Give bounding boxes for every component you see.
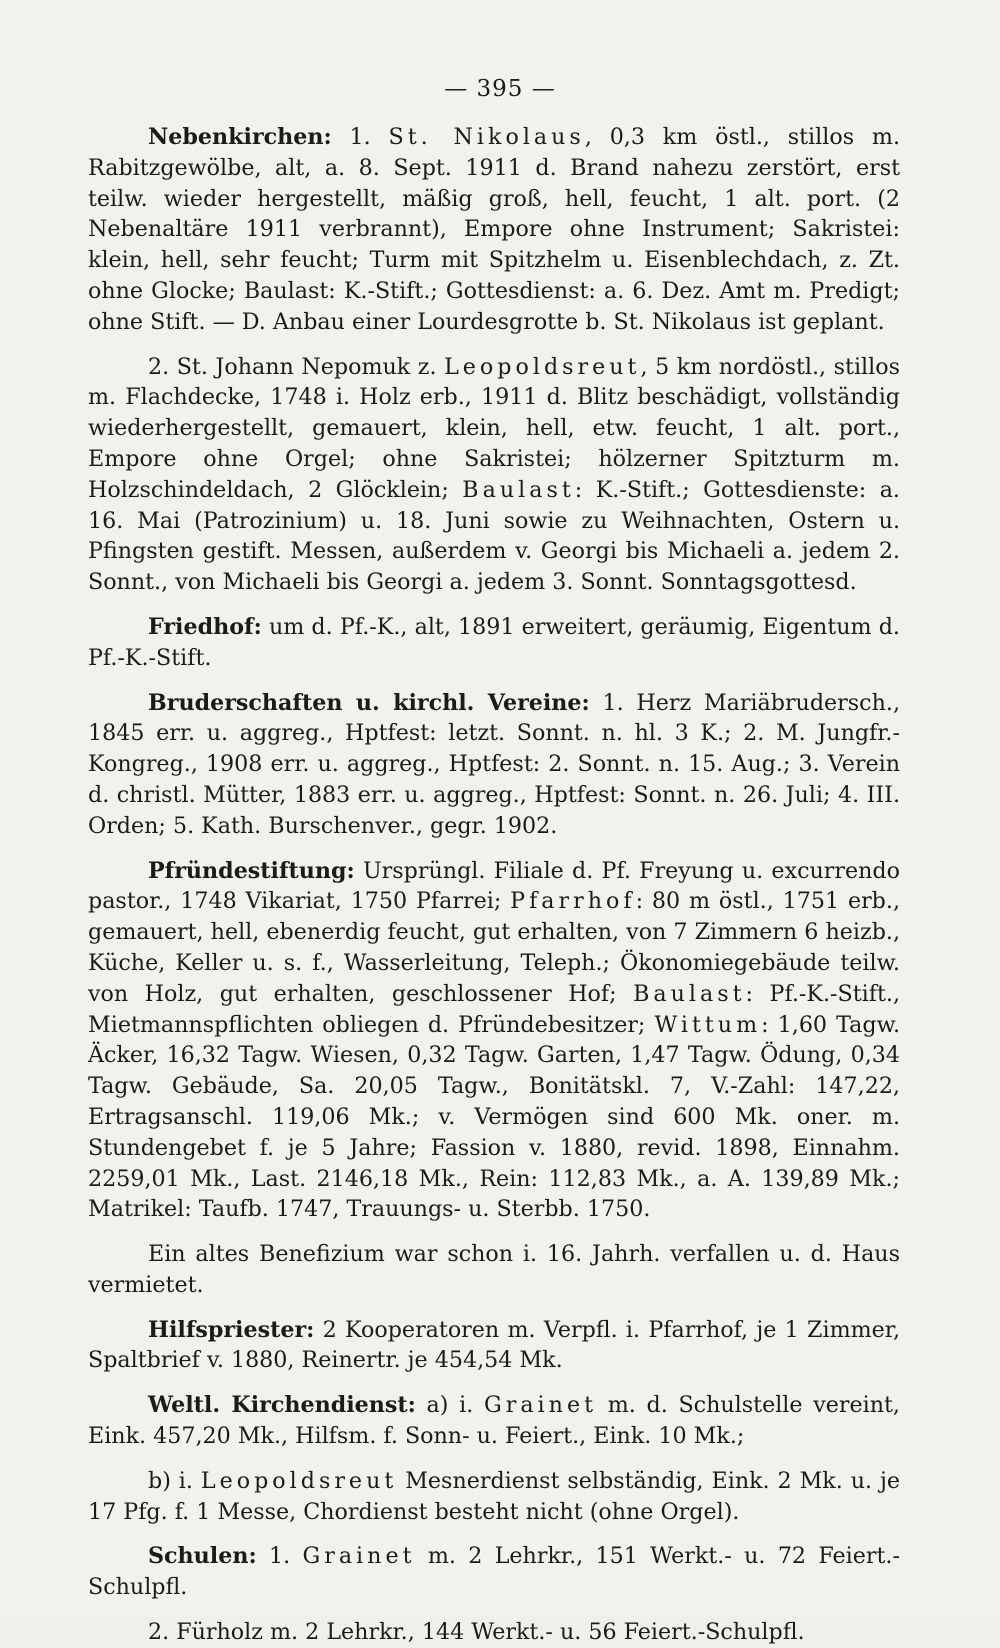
spaced-term: Leopoldsreut (200, 1467, 398, 1494)
text-run: a) i. (415, 1392, 484, 1419)
text-run: m. d. Schulstelle vereint, Eink. 457,20 Mk., Hilfsm. f. Sonn- u. Feiert., Eink. 10 Mk.; (88, 1392, 900, 1450)
spaced-term: Pfarrhof (510, 888, 636, 915)
spaced-term: Baulast (462, 476, 575, 503)
section-heading: Hilfspriester: (148, 1316, 315, 1343)
spaced-term: Grainet (484, 1392, 597, 1419)
paragraph-benefizium (88, 1239, 900, 1301)
section-heading: Nebenkirchen: (148, 124, 332, 150)
text-run: m. 2 Lehrkr., 151 Werkt.- u. 72 Feiert.-Schulpfl. (88, 1543, 900, 1601)
spaced-term: St. Nikolaus (388, 124, 585, 150)
text-run: Ein altes Benefizium war schon i. 16. Jahrh. verfallen u. d. Haus vermietet. (88, 1241, 900, 1298)
page-number: — 395 — (444, 76, 556, 102)
text-run: 1. (256, 1543, 303, 1570)
text-run: , 5 km nordöstl., stillos m. Flachdecke, 1748 i. Holz erb., 1911 d. Blitz beschädigt, vollständig wiederhergestellt, gemauert, klein, hell, etw. feucht, 1 alt. port., Empore ohne Orgel; ohne Sakristei; hölzerner Spitzturm m. Holzschindeldach, 2 Glöcklein; (88, 353, 900, 503)
paragraph-nebenkirchen (88, 122, 900, 338)
paragraph-bruderschaften (88, 688, 900, 842)
section-heading: Pfründestiftung: (148, 857, 355, 884)
text-run: b) i. (148, 1467, 201, 1494)
text-run: , 0,3 km östl., stillos m. Rabitzgewölbe, alt, a. 8. Sept. 1911 d. Brand nahezu zerstört, erst teilw. wieder hergestellt, mäßig groß, hell, feucht, 1 alt. port. (2 Nebenaltäre 1911 verbrannt), Empore ohne Instrument; Sakristei: klein, hell, sehr feucht; Turm mit Spitzhelm u. Eisenblechdach, z. Zt. ohne Glocke; Baulast: K.-Stift.; Gottesdienst: a. 6. Dez. Amt m. Predigt; ohne Stift. — D. Anbau einer Lourdesgrotte b. St. Nikolaus ist geplant. (88, 124, 900, 335)
paragraph-kirchendienst-a (88, 1390, 900, 1452)
text-run: : 80 m östl., 1751 erb., gemauert, hell, ebenerdig feucht, gut erhalten, von 7 Zimmern 6 heizb., Küche, Keller u. s. f., Wasserleitung, Teleph.; Ökonomiegebäude teilw. von Holz, gut erhalten, geschlossener Hof; (88, 888, 900, 1007)
section-heading: Weltl. Kirchendienst: (148, 1392, 416, 1419)
body-text (88, 122, 900, 1648)
section-heading: Friedhof: (148, 613, 262, 640)
paragraph-kirchendienst-b (88, 1466, 900, 1528)
paragraph-hilfspriester (88, 1315, 900, 1377)
text-run: 2. Fürholz m. 2 Lehrkr., 144 Werkt.- u. 56 Feiert.-Schulpfl. (148, 1619, 805, 1646)
paragraph-friedhof (88, 612, 900, 674)
paragraph-leopoldsreut (88, 352, 900, 598)
text-run: 1. Herz Mariäbrudersch., 1845 err. u. aggreg., Hptfest: letzt. Sonnt. n. hl. 3 K.; 2. M. Jungfr.-Kongreg., 1908 err. u. aggreg., Hptfest: 2. Sonnt. n. 15. Aug.; 3. Verein d. christl. Mütter, 1883 err. u. aggreg., Hptfest: Sonnt. n. 26. Juli; 4. III. Orden; 5. Kath. Burschenver., gegr. 1902. (88, 689, 900, 839)
spaced-term: Baulast (633, 980, 746, 1007)
spaced-term: Grainet (302, 1543, 416, 1570)
text-run: 2. St. Johann Nepomuk z. (148, 353, 445, 380)
text-run: : Pf.-K.-Stift., Mietmannspflichten obliegen d. Pfründebesitzer; (88, 980, 900, 1038)
paragraph-schulen-2 (88, 1617, 900, 1648)
text-run: Ursprüngl. Filiale d. Pf. Freyung u. excurrendo pastor., 1748 Vikariat, 1750 Pfarrei; (88, 857, 900, 915)
text-run: 2 Kooperatoren m. Verpfl. i. Pfarrhof, je 1 Zimmer, Spaltbrief v. 1880, Reinertr. je 454,54 Mk. (88, 1316, 900, 1374)
text-run: 1. (331, 124, 389, 150)
section-heading: Bruderschaften u. kirchl. Vereine: (148, 689, 590, 716)
paragraph-schulen (88, 1541, 900, 1603)
section-heading: Schulen: (148, 1543, 257, 1570)
text-run: : 1,60 Tagw. Äcker, 16,32 Tagw. Wiesen, 0,32 Tagw. Garten, 1,47 Tagw. Ödung, 0,34 Tagw. Gebäude, Sa. 20,05 Tagw., Bonitätskl. 7, V.-Zahl: 147,22, Ertragsanschl. 119,06 Mk.; v. Vermögen sind 600 Mk. oner. m. Stundengebet f. je 5 Jahre; Fassion v. 1880, revid. 1898, Einnahm. 2259,01 Mk., Last. 2146,18 Mk., Rein: 112,83 Mk., a. A. 139,89 Mk.; Matrikel: Taufb. 1747, Trauungs- u. Sterbb. 1750. (88, 1011, 901, 1223)
text-run: Mesnerdienst selbständig, Eink. 2 Mk. u. je 17 Pfg. f. 1 Messe, Chordienst besteht nicht (ohne Orgel). (88, 1467, 900, 1525)
paragraph-pfruendestiftung (88, 856, 900, 1226)
spaced-term: Wittum (654, 1011, 762, 1038)
text-run: um d. Pf.-K., alt, 1891 erweitert, geräumig, Eigentum d. Pf.-K.-Stift. (88, 613, 900, 671)
spaced-term: Leopoldsreut (444, 353, 641, 380)
text-run: : K.-Stift.; Gottesdienste: a. 16. Mai (Patrozinium) u. 18. Juni sowie zu Weihnachten, Ostern u. Pfingsten gestift. Messen, außerdem v. Georgi bis Michaeli a. jedem 2. Sonnt., von Michaeli bis Georgi a. jedem 3. Sonnt. Sonntagsgottesd. (88, 476, 900, 596)
